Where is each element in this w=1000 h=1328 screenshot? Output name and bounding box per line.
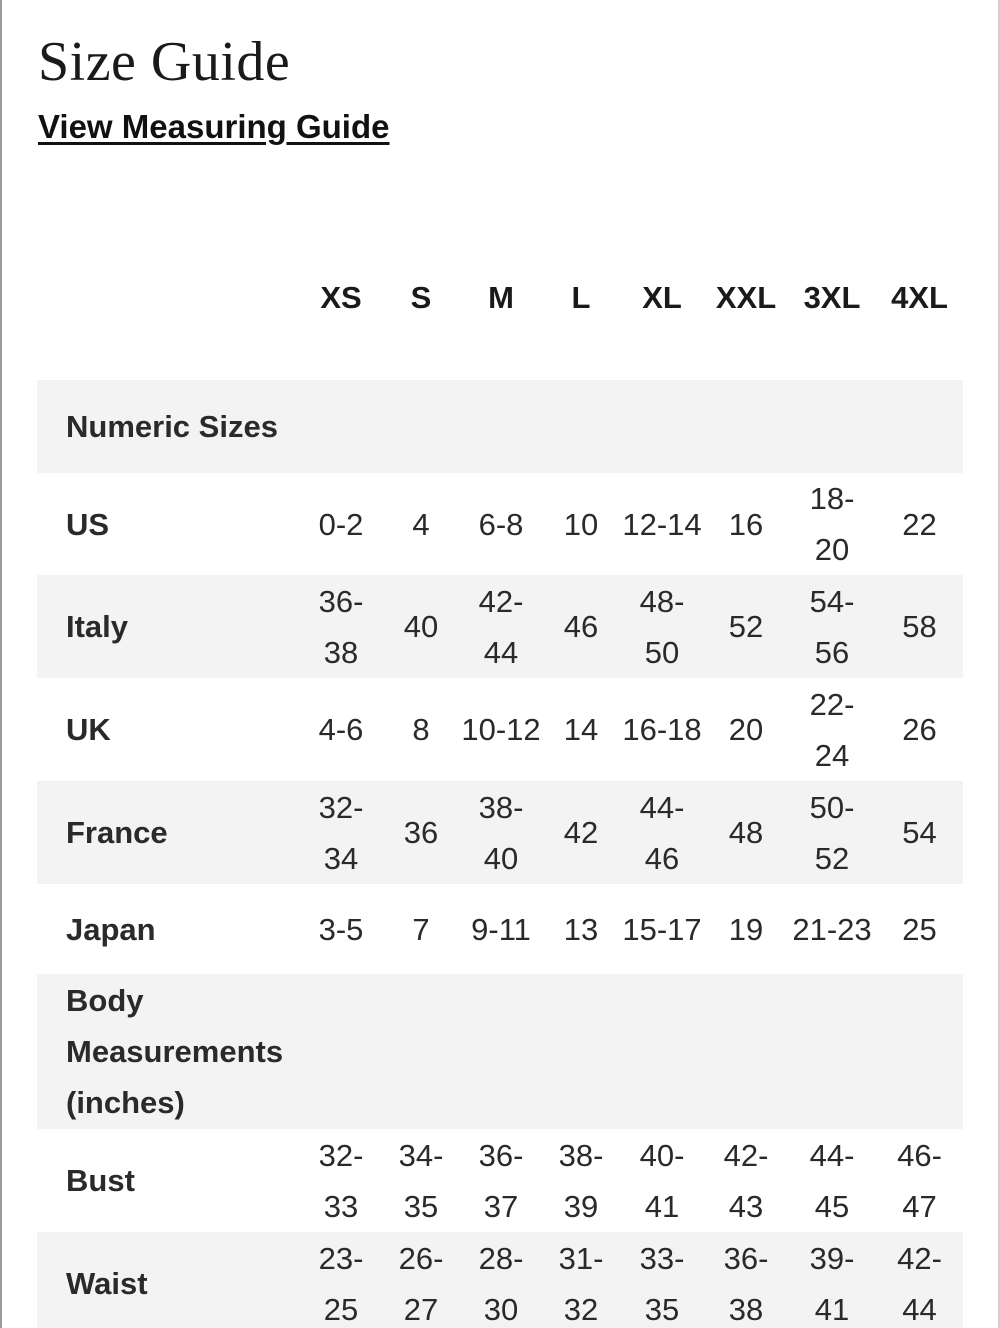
table-row-uk — [37, 678, 963, 781]
header-blank-cell — [37, 266, 300, 330]
cell-bust-m — [460, 1129, 542, 1232]
cell-uk-xxl — [704, 678, 788, 781]
cell-italy-4xl — [876, 575, 963, 678]
cell-japan-xl — [620, 884, 704, 974]
cell-value: 26- 27 — [398, 1240, 444, 1327]
cell-value: 42 — [563, 815, 599, 850]
cell-value: 18- 20 — [809, 481, 855, 567]
cell-value: 32- 33 — [318, 1137, 364, 1224]
col-header-m: M — [488, 280, 514, 315]
cell-value: 13 — [563, 911, 599, 947]
view-measuring-guide-link[interactable]: View Measuring Guide — [38, 108, 390, 145]
col-header-xs: XS — [320, 280, 362, 315]
cell-italy-xs — [300, 575, 382, 678]
size-guide-table — [37, 266, 963, 1328]
cell-value: 42- 44 — [478, 583, 524, 670]
cell-value: 4-6 — [318, 712, 364, 747]
header-spacer — [37, 330, 963, 380]
cell-value: 52 — [728, 609, 764, 644]
cell-value: 25 — [902, 911, 937, 947]
section-numeric-sizes — [37, 380, 963, 473]
cell-value: 34- 35 — [398, 1137, 444, 1224]
cell-france-l — [542, 781, 620, 884]
cell-value: 31- 32 — [558, 1240, 604, 1327]
cell-bust-s — [382, 1129, 460, 1232]
table-row-italy — [37, 575, 963, 678]
cell-japan-l — [542, 884, 620, 974]
cell-value: 9-11 — [471, 911, 531, 947]
cell-france-xl — [620, 781, 704, 884]
cell-italy-s — [382, 575, 460, 678]
cell-japan-3xl — [788, 884, 876, 974]
cell-value: 16-18 — [622, 712, 702, 747]
row-label-japan: Japan — [66, 911, 156, 947]
cell-italy-l — [542, 575, 620, 678]
cell-value: 7 — [412, 911, 430, 947]
cell-value: 46 — [563, 609, 599, 644]
cell-value: 50- 52 — [809, 789, 855, 876]
cell-waist-3xl — [788, 1232, 876, 1328]
table-row-japan — [37, 884, 963, 974]
window-left-edge — [0, 0, 2, 1328]
cell-italy-3xl — [788, 575, 876, 678]
cell-us-xxl — [704, 473, 788, 575]
cell-japan-s — [382, 884, 460, 974]
cell-value: 42- 44 — [897, 1240, 942, 1327]
cell-italy-m — [460, 575, 542, 678]
cell-bust-l — [542, 1129, 620, 1232]
table-row-us — [37, 473, 963, 575]
cell-france-xxl — [704, 781, 788, 884]
cell-bust-xxl — [704, 1129, 788, 1232]
row-label-waist: Waist — [37, 1232, 300, 1328]
cell-value: 4 — [412, 506, 430, 542]
cell-japan-xxl — [704, 884, 788, 974]
cell-us-l — [542, 473, 620, 575]
table-row-bust — [37, 1129, 963, 1232]
cell-waist-xl — [620, 1232, 704, 1328]
col-header-xl: XL — [642, 280, 682, 315]
cell-italy-xl — [620, 575, 704, 678]
size-header-row — [37, 266, 963, 330]
cell-value: 10-12 — [461, 712, 541, 747]
row-label-italy: Italy — [37, 575, 300, 678]
col-header-xxl: XXL — [715, 280, 777, 315]
cell-us-4xl — [876, 473, 963, 575]
cell-waist-xxl — [704, 1232, 788, 1328]
cell-bust-3xl — [788, 1129, 876, 1232]
cell-value: 38- 40 — [478, 789, 524, 876]
row-label-uk: UK — [66, 712, 111, 747]
cell-uk-4xl — [876, 678, 963, 781]
cell-uk-m — [460, 678, 542, 781]
cell-us-3xl — [788, 473, 876, 575]
cell-value: 46- 47 — [897, 1137, 942, 1224]
cell-france-4xl — [876, 781, 963, 884]
cell-value: 16 — [728, 506, 764, 542]
cell-value: 54 — [902, 815, 937, 850]
row-label-bust: Bust — [66, 1163, 135, 1198]
cell-japan-xs — [300, 884, 382, 974]
cell-value: 3-5 — [318, 911, 364, 947]
cell-france-s — [382, 781, 460, 884]
cell-value: 40- 41 — [639, 1137, 685, 1224]
cell-us-m — [460, 473, 542, 575]
cell-value: 44- 45 — [809, 1137, 855, 1224]
cell-value: 23- 25 — [318, 1240, 364, 1327]
cell-bust-4xl — [876, 1129, 963, 1232]
cell-uk-l — [542, 678, 620, 781]
cell-france-m — [460, 781, 542, 884]
cell-value: 48- 50 — [639, 583, 685, 670]
row-label-france: France — [37, 781, 300, 884]
cell-value: 8 — [412, 712, 430, 747]
section-body-measurements — [37, 974, 963, 1129]
cell-waist-s — [382, 1232, 460, 1328]
cell-value: 19 — [728, 911, 764, 947]
cell-uk-xs — [300, 678, 382, 781]
cell-value: 44- 46 — [639, 789, 685, 876]
cell-value: 15-17 — [622, 911, 702, 947]
cell-value: 40 — [403, 609, 439, 644]
cell-us-s — [382, 473, 460, 575]
table-row-france — [37, 781, 963, 884]
col-header-l: L — [571, 280, 591, 315]
cell-japan-m — [460, 884, 542, 974]
cell-waist-xs — [300, 1232, 382, 1328]
cell-value: 14 — [563, 712, 599, 747]
cell-value: 36- 38 — [723, 1240, 769, 1327]
section-label-body: Body Measurements (inches) — [37, 974, 963, 1129]
cell-uk-3xl — [788, 678, 876, 781]
cell-value: 10 — [563, 506, 599, 542]
col-header-s: S — [410, 280, 432, 315]
cell-value: 36 — [403, 815, 439, 850]
cell-bust-xl — [620, 1129, 704, 1232]
cell-france-xs — [300, 781, 382, 884]
cell-value: 6-8 — [478, 506, 524, 542]
cell-waist-m — [460, 1232, 542, 1328]
col-header-4xl: 4XL — [891, 280, 948, 315]
cell-value: 22 — [902, 506, 937, 542]
cell-value: 36- 37 — [478, 1137, 524, 1224]
cell-italy-xxl — [704, 575, 788, 678]
cell-value: 58 — [902, 609, 937, 644]
cell-waist-4xl — [876, 1232, 963, 1328]
cell-us-xl — [620, 473, 704, 575]
row-label-us: US — [66, 506, 110, 542]
col-header-3xl: 3XL — [803, 280, 861, 315]
cell-value: 32- 34 — [318, 789, 364, 876]
cell-value: 36- 38 — [318, 583, 364, 670]
cell-value: 48 — [728, 815, 764, 850]
cell-value: 54- 56 — [809, 583, 855, 670]
cell-japan-4xl — [876, 884, 963, 974]
cell-value: 39- 41 — [809, 1240, 855, 1327]
cell-value: 0-2 — [318, 506, 364, 542]
cell-value: 21-23 — [792, 911, 872, 947]
cell-value: 26 — [902, 712, 937, 747]
cell-france-3xl — [788, 781, 876, 884]
cell-waist-l — [542, 1232, 620, 1328]
cell-us-xs — [300, 473, 382, 575]
cell-value: 38- 39 — [558, 1137, 604, 1224]
section-label-numeric: Numeric Sizes — [37, 380, 963, 473]
cell-value: 20 — [728, 712, 764, 747]
cell-value: 22- 24 — [809, 686, 855, 773]
page-title: Size Guide — [38, 31, 291, 93]
cell-value: 33- 35 — [639, 1240, 685, 1327]
cell-value: 28- 30 — [478, 1240, 524, 1327]
cell-bust-xs — [300, 1129, 382, 1232]
cell-value: 42- 43 — [723, 1137, 769, 1224]
table-row-waist — [37, 1232, 963, 1328]
cell-uk-xl — [620, 678, 704, 781]
cell-uk-s — [382, 678, 460, 781]
cell-value: 12-14 — [622, 506, 702, 542]
